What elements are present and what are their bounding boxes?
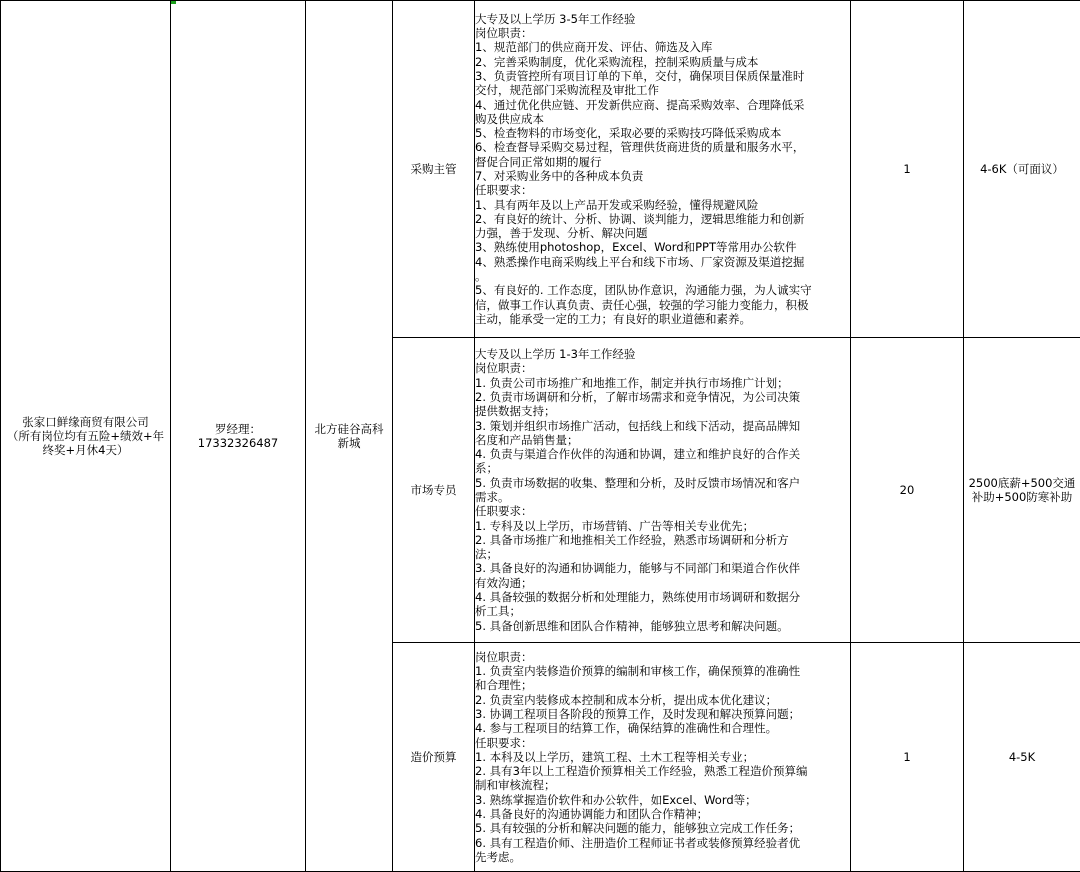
text-line: 5. 具有较强的分析和解决问题的能力，能够独立完成工作任务； xyxy=(475,821,850,835)
job-title: 造价预算 xyxy=(411,750,457,764)
job-description xyxy=(475,650,850,864)
salary-cell xyxy=(964,1,1080,338)
company-benefits-line-2: 终奖+月休4天） xyxy=(1,443,170,457)
company-name: 张家口鲜缘商贸有限公司 xyxy=(1,415,170,429)
text-line: 提供数据支持； xyxy=(475,404,850,418)
table-row-job-1 xyxy=(1,1,1080,338)
location-line-1: 北方硅谷高科 xyxy=(306,422,392,436)
location-line-2: 新城 xyxy=(306,436,392,450)
contact-cell xyxy=(171,1,306,872)
text-line: 2、有良好的统计、分析、协调、谈判能力，逻辑思维能力和创新 xyxy=(475,212,850,226)
job-description xyxy=(475,12,850,327)
text-line: 1、规范部门的供应商开发、评估、筛选及入库 xyxy=(475,40,850,54)
text-line: 3. 具备良好的沟通和协调能力，能够与不同部门和渠道合作伙伴 xyxy=(475,561,850,575)
text-line: 3. 熟练掌握造价软件和办公软件，如Excel、Word等； xyxy=(475,793,850,807)
headcount-cell xyxy=(851,1,964,338)
text-line: 名度和产品销售量； xyxy=(475,433,850,447)
text-line: 1. 专科及以上学历，市场营销、广告等相关专业优先； xyxy=(475,519,850,533)
job-description-cell xyxy=(475,338,851,643)
text-line: 交付，规范部门采购流程及审批工作 xyxy=(475,83,850,97)
text-line: 主动，能承受一定的工力；有良好的职业道德和素养。 xyxy=(475,312,850,326)
text-line: 7、对采购业务中的各种成本负责 xyxy=(475,169,850,183)
text-line: 4、通过优化供应链、开发新供应商、提高采购效率、合理降低采 xyxy=(475,98,850,112)
job-description-cell xyxy=(475,643,851,872)
text-line: 2. 具有3年以上工程造价预算相关工作经验，熟悉工程造价预算编 xyxy=(475,764,850,778)
text-line: 4. 具备较强的数据分析和处理能力，熟练使用市场调研和数据分 xyxy=(475,590,850,604)
text-line: 4-5K xyxy=(964,750,1080,764)
text-line: 析工具； xyxy=(475,604,850,618)
text-line: 2500底薪+500交通 xyxy=(964,476,1080,490)
text-line: 岗位职责： xyxy=(475,650,850,664)
text-line: 2、完善采购制度，优化采购流程，控制采购质量与成本 xyxy=(475,55,850,69)
text-line: 补助+500防寒补助 xyxy=(964,490,1080,504)
text-line: 任职要求： xyxy=(475,736,850,750)
text-line: 6. 具有工程造价师、注册造价工程师证书者或装修预算经验者优 xyxy=(475,836,850,850)
text-line: 5. 具备创新思维和团队合作精神，能够独立思考和解决问题。 xyxy=(475,619,850,633)
text-line: 任职要求： xyxy=(475,504,850,518)
salary-cell xyxy=(964,643,1080,872)
text-line: 任职要求： xyxy=(475,183,850,197)
text-line: 2. 负责室内装修成本控制和成本分析，提出成本优化建议； xyxy=(475,693,850,707)
job-description-cell xyxy=(475,1,851,338)
job-title: 采购主管 xyxy=(411,162,457,176)
text-line: 5、检查物料的市场变化，采取必要的采购技巧降低采购成本 xyxy=(475,126,850,140)
headcount: 1 xyxy=(903,162,910,176)
text-line: 大专及以上学历 1-3年工作经验 xyxy=(475,347,850,361)
contact-phone: 17332326487 xyxy=(171,436,305,450)
job-title-cell xyxy=(393,1,475,338)
text-line: 1、具有两年及以上产品开发或采购经验，懂得规避风险 xyxy=(475,198,850,212)
job-title-cell xyxy=(393,643,475,872)
headcount-cell xyxy=(851,643,964,872)
text-line: 3. 策划并组织市场推广活动，包括线上和线下活动，提高品牌知 xyxy=(475,419,850,433)
text-line: 2. 负责市场调研和分析，了解市场需求和竞争情况，为公司决策 xyxy=(475,390,850,404)
text-line: 5、有良好的. 工作态度，团队协作意识，沟通能力强，为人诚实守 xyxy=(475,283,850,297)
text-line: 大专及以上学历 3-5年工作经验 xyxy=(475,12,850,26)
salary xyxy=(964,162,1080,176)
text-line: 5. 负责市场数据的收集、整理和分析，及时反馈市场情况和客户 xyxy=(475,476,850,490)
text-line: 3. 协调工程项目各阶段的预算工作，及时发现和解决预算问题； xyxy=(475,707,850,721)
text-line: 4. 参与工程项目的结算工作，确保结算的准确性和合理性。 xyxy=(475,721,850,735)
headcount: 1 xyxy=(903,750,910,764)
text-line: 1. 本科及以上学历，建筑工程、土木工程等相关专业； xyxy=(475,750,850,764)
text-line: 法； xyxy=(475,547,850,561)
headcount: 20 xyxy=(900,483,915,497)
text-line: 系； xyxy=(475,461,850,475)
contact-person: 罗经理： xyxy=(171,422,305,436)
text-line: 有效沟通； xyxy=(475,576,850,590)
location-cell xyxy=(306,1,393,872)
salary xyxy=(964,476,1080,505)
company-benefits-line-1: （所有岗位均有五险+绩效+年 xyxy=(1,429,170,443)
text-line: 制和审核流程； xyxy=(475,778,850,792)
text-line: 先考虑。 xyxy=(475,850,850,864)
text-line: 。 xyxy=(475,269,850,283)
text-line: 4、熟悉操作电商采购线上平台和线下市场、厂家资源及渠道挖掘 xyxy=(475,255,850,269)
text-line: 4. 负责与渠道合作伙伴的沟通和协调，建立和维护良好的合作关 xyxy=(475,447,850,461)
text-line: 2. 具备市场推广和地推相关工作经验，熟悉市场调研和分析方 xyxy=(475,533,850,547)
text-line: 3、熟练使用photoshop，Excel、Word和PPT等常用办公软件 xyxy=(475,240,850,254)
text-line: 4-6K（可面议） xyxy=(964,162,1080,176)
text-line: 购及供应成本 xyxy=(475,112,850,126)
salary-cell xyxy=(964,338,1080,643)
text-line: 岗位职责： xyxy=(475,26,850,40)
text-line: 力强，善于发现、分析、解决问题 xyxy=(475,226,850,240)
company-cell xyxy=(1,1,171,872)
headcount-cell xyxy=(851,338,964,643)
job-description xyxy=(475,347,850,633)
text-line: 督促合同正常如期的履行 xyxy=(475,155,850,169)
salary xyxy=(964,750,1080,764)
text-line: 3、负责管控所有项目订单的下单，交付，确保项目保质保量准时 xyxy=(475,69,850,83)
text-line: 信，做事工作认真负责、责任心强，较强的学习能力变能力，积极 xyxy=(475,298,850,312)
text-line: 6、检查督导采购交易过程，管理供货商进货的质量和服务水平， xyxy=(475,140,850,154)
text-line: 需求。 xyxy=(475,490,850,504)
text-line: 和合理性； xyxy=(475,678,850,692)
text-line: 4. 具备良好的沟通协调能力和团队合作精神； xyxy=(475,807,850,821)
job-title: 市场专员 xyxy=(411,483,457,497)
job-title-cell xyxy=(393,338,475,643)
text-line: 1. 负责室内装修造价预算的编制和审核工作，确保预算的准确性 xyxy=(475,664,850,678)
text-line: 1. 负责公司市场推广和地推工作，制定并执行市场推广计划； xyxy=(475,376,850,390)
text-line: 岗位职责： xyxy=(475,361,850,375)
